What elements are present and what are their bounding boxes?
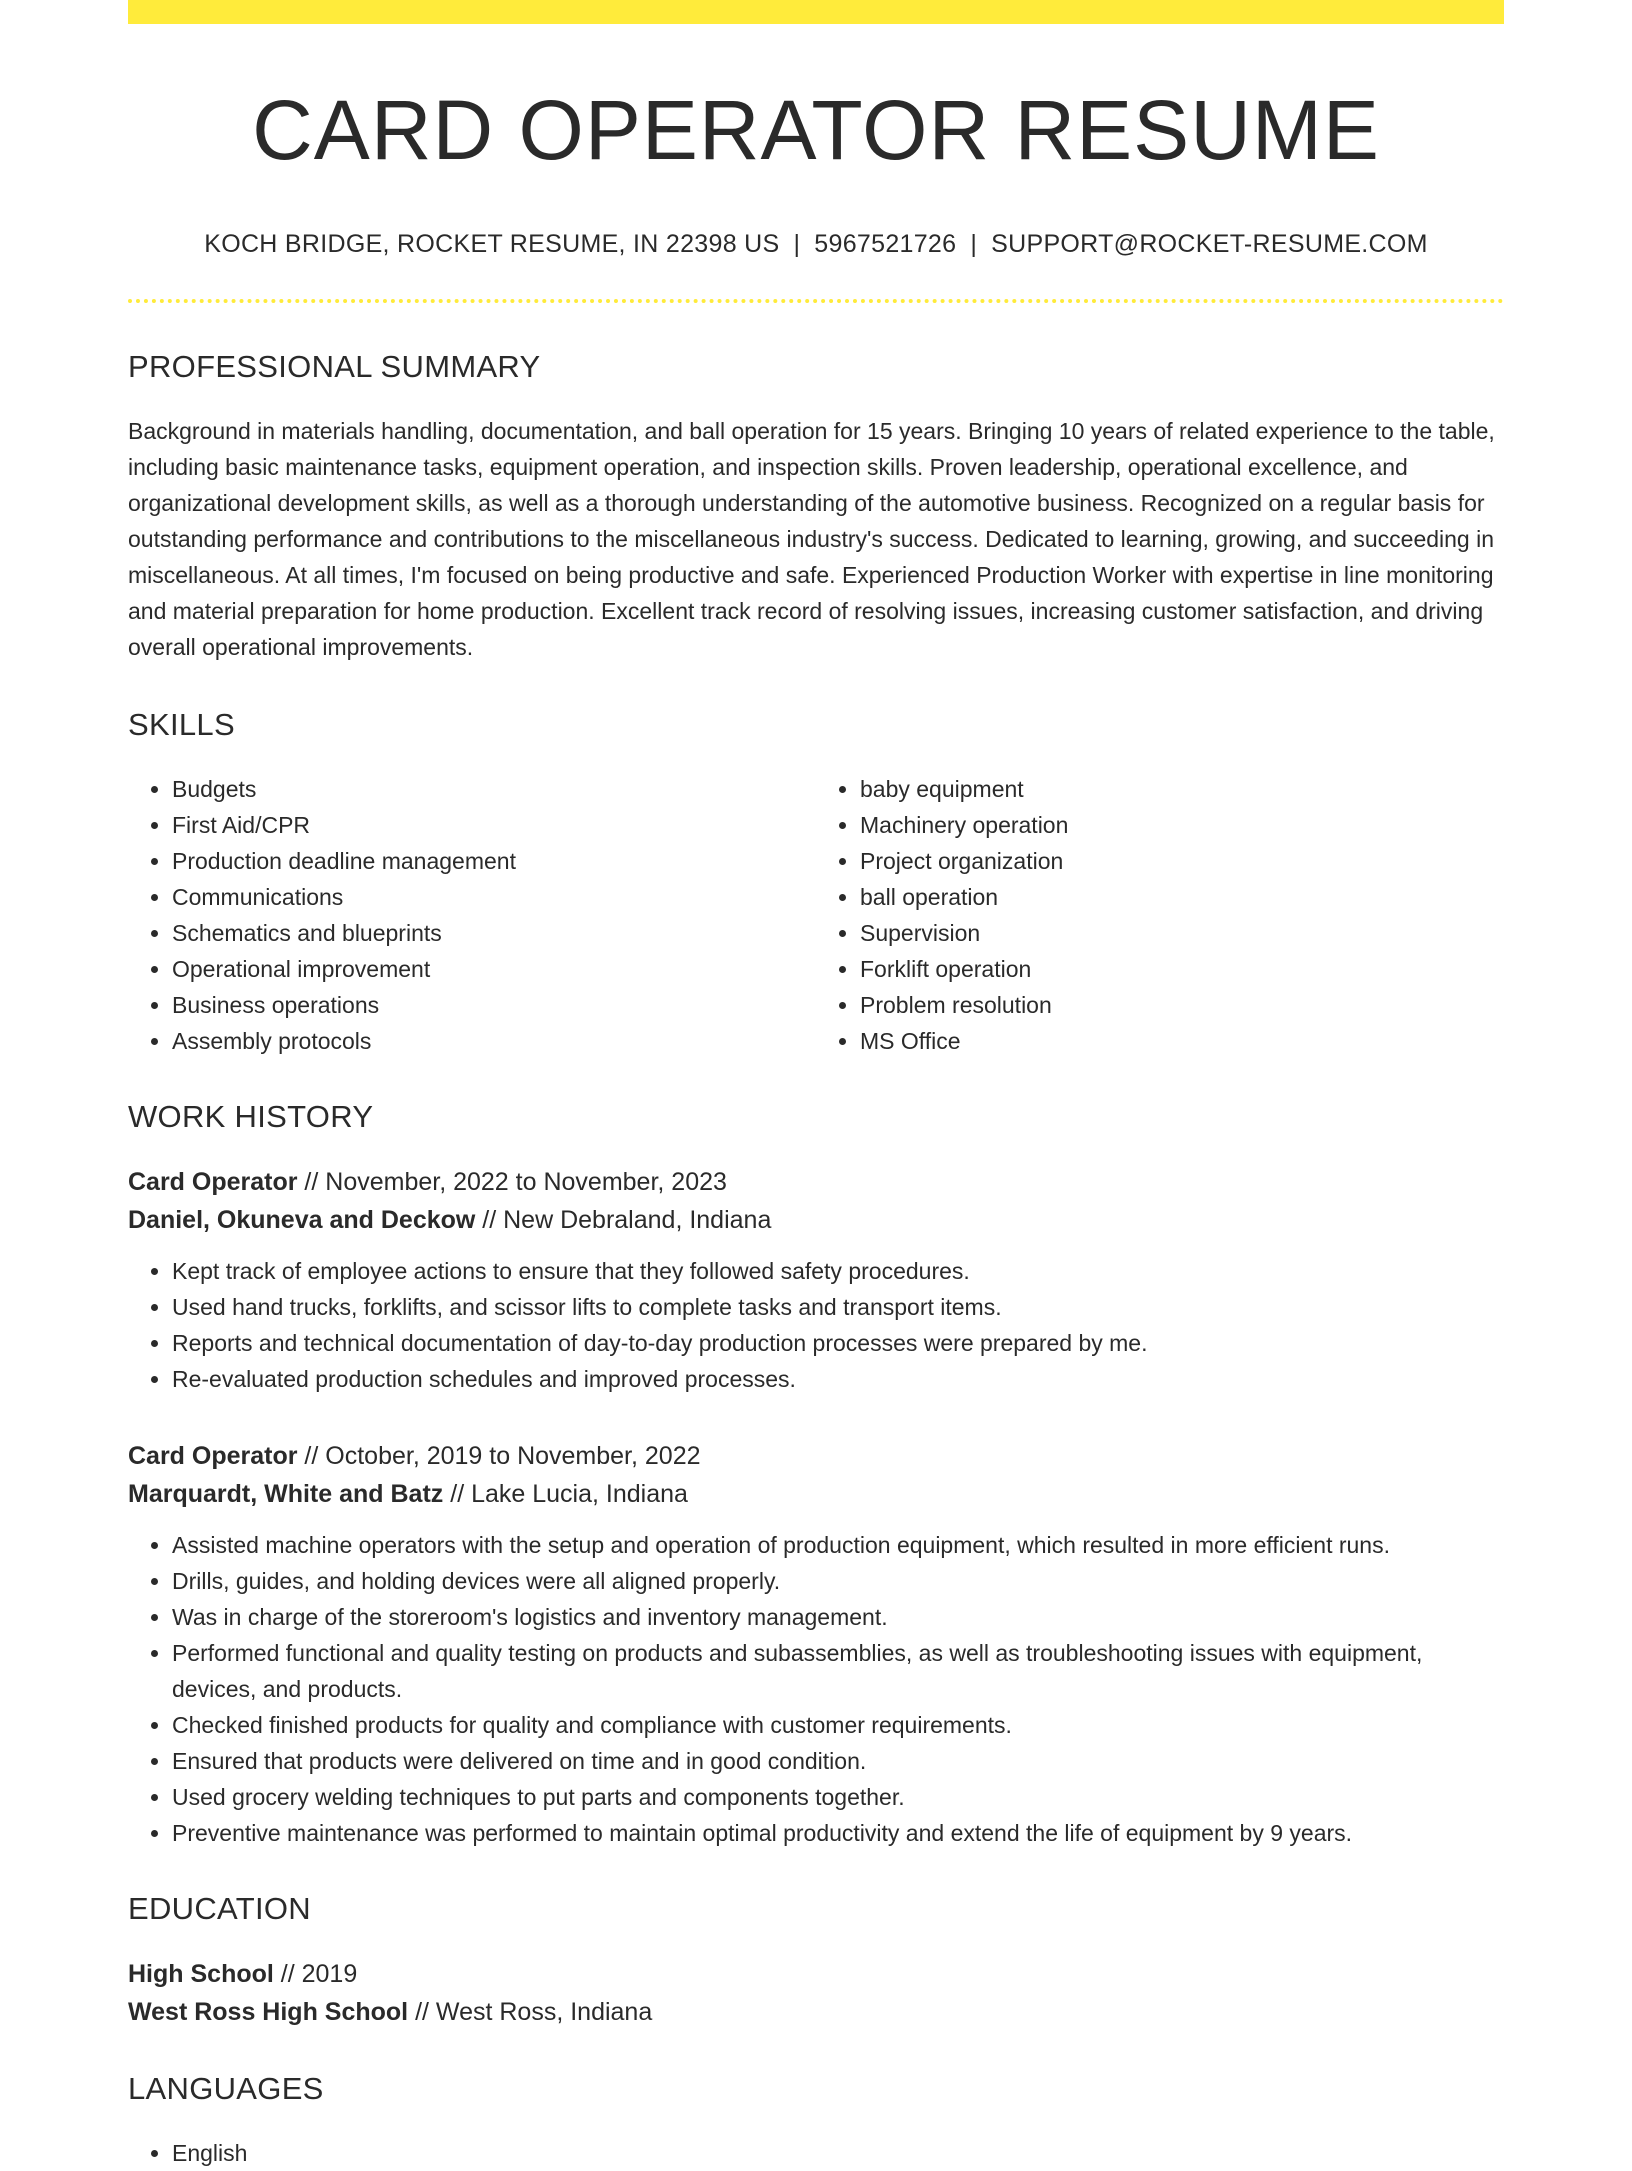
contact-separator: |	[793, 230, 801, 259]
summary-heading: PROFESSIONAL SUMMARY	[128, 349, 541, 385]
job-title-line	[128, 1437, 1504, 1475]
accent-top-bar	[128, 0, 1504, 24]
skill-item: • Production deadline management	[172, 843, 816, 879]
work-history-heading: WORK HISTORY	[128, 1099, 374, 1135]
job-company: Marquardt, White and Batz	[128, 1480, 444, 1509]
job-title-line	[128, 1163, 1504, 1201]
job-bullet: • Was in charge of the storeroom's logistics and inventory management.	[172, 1599, 1504, 1635]
contact-separator: |	[970, 230, 978, 259]
job-role: Card Operator	[128, 1168, 298, 1197]
resume-title: CARD OPERATOR RESUME	[252, 83, 1380, 177]
education-school: West Ross High School	[128, 1998, 409, 2027]
job-bullet: • Assisted machine operators with the setup and operation of production equipment, which resulted in more efficient runs.	[172, 1527, 1504, 1563]
education-location: // West Ross, Indiana	[408, 1998, 653, 2027]
job-dates: // October, 2019 to November, 2022	[297, 1442, 701, 1471]
summary-text: Background in materials handling, documentation, and ball operation for 15 years. Bringing 10 years of related experience to the table, including basic maintenance tasks, equipment operation, and inspection skills. Proven leadership, operational excellence, and organizational development skills, as well as a thorough understanding of the automotive business. Recognized on a regular basis for outstanding performance and contributions to the miscellaneous industry's success. Dedicated to learning, growing, and succeeding in miscellaneous. At all times, I'm focused on being productive and safe. Experienced Production Worker with expertise in line monitoring and material preparation for home production. Excellent track record of resolving issues, increasing customer satisfaction, and driving overall operational improvements.	[128, 418, 1495, 661]
job-company-line	[128, 1475, 1504, 1513]
job-bullet: • Re-evaluated production schedules and improved processes.	[172, 1361, 1504, 1397]
job-role: Card Operator	[128, 1442, 298, 1471]
skill-item: • Operational improvement	[172, 951, 816, 987]
education-degree-line	[128, 1955, 1504, 1993]
skill-item: • Communications	[172, 879, 816, 915]
skill-item: • Supervision	[860, 915, 1504, 951]
job-bullet: • Reports and technical documentation of day-to-day production processes were prepared by me.	[172, 1325, 1504, 1361]
education-heading: EDUCATION	[128, 1891, 311, 1927]
skill-item: • Assembly protocols	[172, 1023, 816, 1059]
job-bullet: • Checked finished products for quality and compliance with customer requirements.	[172, 1707, 1504, 1743]
skills-columns	[128, 771, 1504, 1059]
language-item: • English	[172, 2135, 1504, 2171]
education-year: // 2019	[273, 1960, 358, 1989]
skill-item: • Project organization	[860, 843, 1504, 879]
languages-section	[128, 2135, 1504, 2171]
languages-heading: LANGUAGES	[128, 2071, 324, 2107]
job-bullet: • Ensured that products were delivered on time and in good condition.	[172, 1743, 1504, 1779]
skill-item: • baby equipment	[860, 771, 1504, 807]
education-school-line	[128, 1993, 1504, 2031]
job-entry	[128, 1437, 1504, 1851]
languages-list	[128, 2135, 1504, 2171]
education-entry	[128, 1955, 1504, 2031]
skill-item: • ball operation	[860, 879, 1504, 915]
skill-item: • Business operations	[172, 987, 816, 1023]
skill-item: • Budgets	[172, 771, 816, 807]
job-company-line	[128, 1201, 1504, 1239]
job-bullet: • Used hand trucks, forklifts, and scissor lifts to complete tasks and transport items.	[172, 1289, 1504, 1325]
dotted-divider	[128, 299, 1504, 303]
skill-item: • Machinery operation	[860, 807, 1504, 843]
job-bullet: • Drills, guides, and holding devices were all aligned properly.	[172, 1563, 1504, 1599]
job-location: // Lake Lucia, Indiana	[443, 1480, 688, 1509]
job-bullets	[128, 1527, 1504, 1851]
contact-line	[128, 230, 1504, 259]
job-location: // New Debraland, Indiana	[475, 1206, 772, 1235]
resume-page	[128, 0, 1504, 2171]
job-bullet: • Used grocery welding techniques to put parts and components together.	[172, 1779, 1504, 1815]
skill-item: • Problem resolution	[860, 987, 1504, 1023]
job-bullet: • Kept track of employee actions to ensure that they followed safety procedures.	[172, 1253, 1504, 1289]
skills-heading: SKILLS	[128, 707, 235, 743]
skills-list-left	[128, 771, 816, 1059]
job-dates: // November, 2022 to November, 2023	[297, 1168, 727, 1197]
contact-phone: 5967521726	[814, 230, 957, 259]
skill-item: • Forklift operation	[860, 951, 1504, 987]
job-bullets	[128, 1253, 1504, 1397]
contact-address: KOCH BRIDGE, ROCKET RESUME, IN 22398 US	[204, 230, 780, 259]
job-bullet: • Performed functional and quality testing on products and subassemblies, as well as troubleshooting issues with equipment, devices, and products.	[172, 1635, 1504, 1707]
skills-list-right	[816, 771, 1504, 1059]
job-entry	[128, 1163, 1504, 1397]
contact-email: SUPPORT@ROCKET-RESUME.COM	[991, 230, 1428, 259]
education-degree: High School	[128, 1960, 274, 1989]
skill-item: • First Aid/CPR	[172, 807, 816, 843]
skill-item: • MS Office	[860, 1023, 1504, 1059]
job-company: Daniel, Okuneva and Deckow	[128, 1206, 476, 1235]
job-bullet: • Preventive maintenance was performed to maintain optimal productivity and extend the life of equipment by 9 years.	[172, 1815, 1504, 1851]
skill-item: • Schematics and blueprints	[172, 915, 816, 951]
